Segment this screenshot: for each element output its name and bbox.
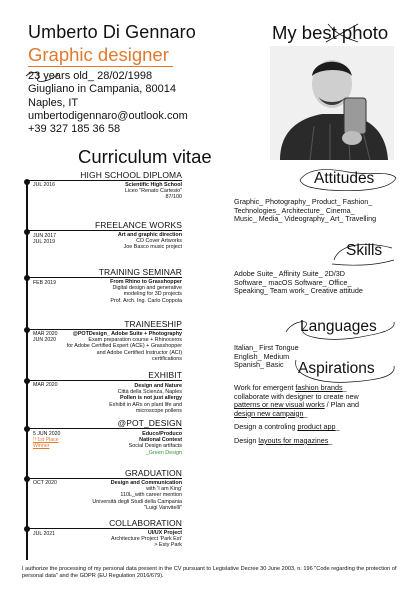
body-line: modeling for 3D projects <box>123 291 182 298</box>
aspiration-line: collaborate with designer to create new <box>234 391 359 401</box>
text-line: English_ Medium <box>234 351 290 361</box>
text-line: Graphic_ Photography_ Product_ Fashion_ <box>234 197 373 206</box>
section-body <box>32 331 182 362</box>
text-span: design new campaign <box>234 408 304 418</box>
timeline-dot <box>24 526 30 532</box>
award-line: Winner <box>33 443 50 450</box>
section-title: HIGH SCHOOL DIPLOMA <box>80 170 182 180</box>
section-date: FEB 2019 <box>33 280 57 286</box>
body-line: Università degli Studi della Campania <box>92 498 182 505</box>
section-body <box>72 279 182 304</box>
body-line: Educo/Produco <box>142 431 182 437</box>
attitudes-title: Attitudes <box>314 170 375 187</box>
body-line: for Adobe Certified Expert (ACE) + Grasshopper <box>66 343 182 350</box>
aspirations-text <box>234 384 404 446</box>
skills-text <box>234 270 363 296</box>
person-photo-icon <box>270 46 394 160</box>
section-divider <box>27 478 182 479</box>
privacy-footer: I authorize the processing of my personal data present in the CV pursuant to Legislative Decree 30 June 2003, n. 196 "Code regarding the protection of personal data" and the GDPR (EU Regulation 2016/679). <box>22 566 397 579</box>
section-title: TRAINING SEMINAR <box>98 267 182 277</box>
scribble-decoration <box>24 70 64 86</box>
text-span: _ <box>342 383 347 392</box>
section-body <box>52 530 182 549</box>
languages-text <box>234 344 299 370</box>
timeline-dot <box>24 327 30 333</box>
section-divider <box>27 329 182 330</box>
body-line: National Contest <box>139 437 182 444</box>
text-span: _ <box>328 435 333 445</box>
body-line: Design and Nature <box>134 383 182 389</box>
timeline-dot <box>24 426 30 432</box>
text-span: _ <box>303 408 308 418</box>
photo-title: My best photo <box>272 22 389 43</box>
section-title: GRADUATION <box>124 468 182 478</box>
section-date: MAR 2020 <box>33 382 58 388</box>
section-date-end: JUN 2020 <box>33 337 57 343</box>
section-title: EXHIBIT <box>148 370 182 380</box>
section-divider <box>27 380 182 381</box>
body-line: Exam preparation course + Rhinoceros <box>88 337 182 344</box>
text-line: Adobe Suite_ Affinity Suite_ 2D/3D <box>234 269 345 278</box>
text-line: Italian_ First Tongue <box>234 343 299 352</box>
section-body <box>72 383 182 414</box>
section-date-start: MAR 2020 <box>33 331 58 337</box>
section-title: @POT_DESIGN <box>117 418 182 428</box>
body-line: with 'I am King' <box>146 486 182 493</box>
body-line: Architecture Project 'Park Est' <box>111 536 182 543</box>
email: umbertodigennaro@outlook.com <box>28 109 188 122</box>
section-date: JUL 2016 <box>33 182 56 188</box>
body-line: CD Cover Artworks <box>136 238 182 245</box>
attitudes-text <box>234 198 376 224</box>
text-span: / Plan and <box>324 400 360 410</box>
section-title: COLLABORATION <box>109 518 182 528</box>
text-span: Design a controling <box>234 422 298 432</box>
award-winner-label <box>33 437 59 449</box>
body-line: _Green Design <box>145 449 182 456</box>
languages-title: Languages <box>300 318 377 335</box>
address-line-1: Giugliano in Campania, 80014 <box>28 83 176 96</box>
text-line: Software_ macOS Software_ Office_ <box>234 277 352 287</box>
body-line: 87/100 <box>165 194 182 201</box>
body-line: Scientific High School <box>125 182 182 188</box>
timeline-line <box>26 180 28 560</box>
body-line: Liceo "Renato Cartesio" <box>124 188 182 195</box>
section-date: OCT 2020 <box>33 480 57 486</box>
profile-photo <box>270 46 394 160</box>
body-line: Prof. Arch. Ing. Carlo Coppola <box>110 297 182 304</box>
section-body <box>42 480 182 511</box>
body-line: Pollen is not just allergy <box>119 395 182 402</box>
text-span: _ <box>335 422 340 432</box>
text-span: patterns or new visual works <box>234 400 325 410</box>
body-line: certifications <box>152 355 182 362</box>
text-span: product app <box>297 422 336 432</box>
section-date: JUL 2021 <box>33 531 56 537</box>
section-title: TRAINEESHIP <box>124 319 182 329</box>
body-line: Exhibit in ARs on plant life and <box>109 401 182 408</box>
section-body <box>72 431 182 456</box>
body-line: Digital design and generative <box>112 285 182 292</box>
section-date-end: JUL 2019 <box>33 239 56 245</box>
text-line: Speaking_ Team work_ Creative attitude <box>234 286 363 296</box>
section-date-start: JUN 2017 <box>33 233 57 239</box>
body-line: > Esty Park <box>154 542 182 549</box>
body-line: Art and graphic direction <box>117 232 182 238</box>
body-line: and Adobe Certified Instructor (ACI) <box>96 349 182 356</box>
body-line: Design and Communication <box>110 480 182 486</box>
timeline-dot <box>24 476 30 482</box>
body-line: UI/UX Project <box>147 530 182 536</box>
text-span: fashion brands <box>295 383 343 392</box>
body-line: Joe Basco music project <box>123 244 182 251</box>
role-underline <box>28 66 173 67</box>
aspiration-line <box>234 437 404 446</box>
address-line-2: Naples, IT <box>28 96 79 109</box>
text-span: layouts for magazines <box>258 435 329 445</box>
cv-title: Curriculum vitae <box>78 146 212 167</box>
section-divider <box>27 528 182 529</box>
text-line: Technologies_ Architecture_ Cinema_ <box>234 205 355 215</box>
section-date: 5 JUN 2020 <box>33 431 61 437</box>
text-span: Design <box>234 435 259 445</box>
body-line: Città della Scienza, Naples <box>117 389 182 396</box>
section-divider <box>27 230 182 231</box>
timeline-dot <box>24 275 30 281</box>
section-body <box>72 232 182 251</box>
body-line: Social Design artifacts <box>128 443 182 450</box>
body-line: 110L_with career mention <box>120 492 182 499</box>
aspiration-line <box>234 423 404 432</box>
section-divider <box>27 277 182 278</box>
body-line: "Luigi Vanvitelli" <box>144 504 182 511</box>
skills-title: Skills <box>346 242 383 259</box>
age-dob: 23 years old_ 28/02/1998 <box>28 70 153 82</box>
body-line: @POTDesign_ Adobe Suite + Photography <box>72 331 182 337</box>
section-divider <box>27 180 182 181</box>
body-line: microscope pollens <box>135 407 182 414</box>
aspiration-line <box>234 410 404 419</box>
text-line: Spanish_ Basic <box>234 360 284 370</box>
phone: +39 327 185 36 58 <box>28 123 121 136</box>
section-body <box>72 182 182 201</box>
aspirations-title: Aspirations <box>298 360 375 377</box>
text-line: Music_ Media_ Videography_ Art_ Travelling <box>234 214 377 224</box>
award-line: !! 1st Place <box>33 437 59 443</box>
section-title: FREELANCE WORKS <box>95 220 182 230</box>
timeline-dot <box>24 378 30 384</box>
section-divider <box>27 428 182 429</box>
body-line: From Rhino to Grasshopper <box>110 279 182 285</box>
text-span: Work for emergent <box>234 383 296 392</box>
job-role: Graphic designer <box>28 44 169 65</box>
person-name: Umberto Di Gennaro <box>28 22 196 42</box>
scribble-decoration <box>322 20 362 46</box>
